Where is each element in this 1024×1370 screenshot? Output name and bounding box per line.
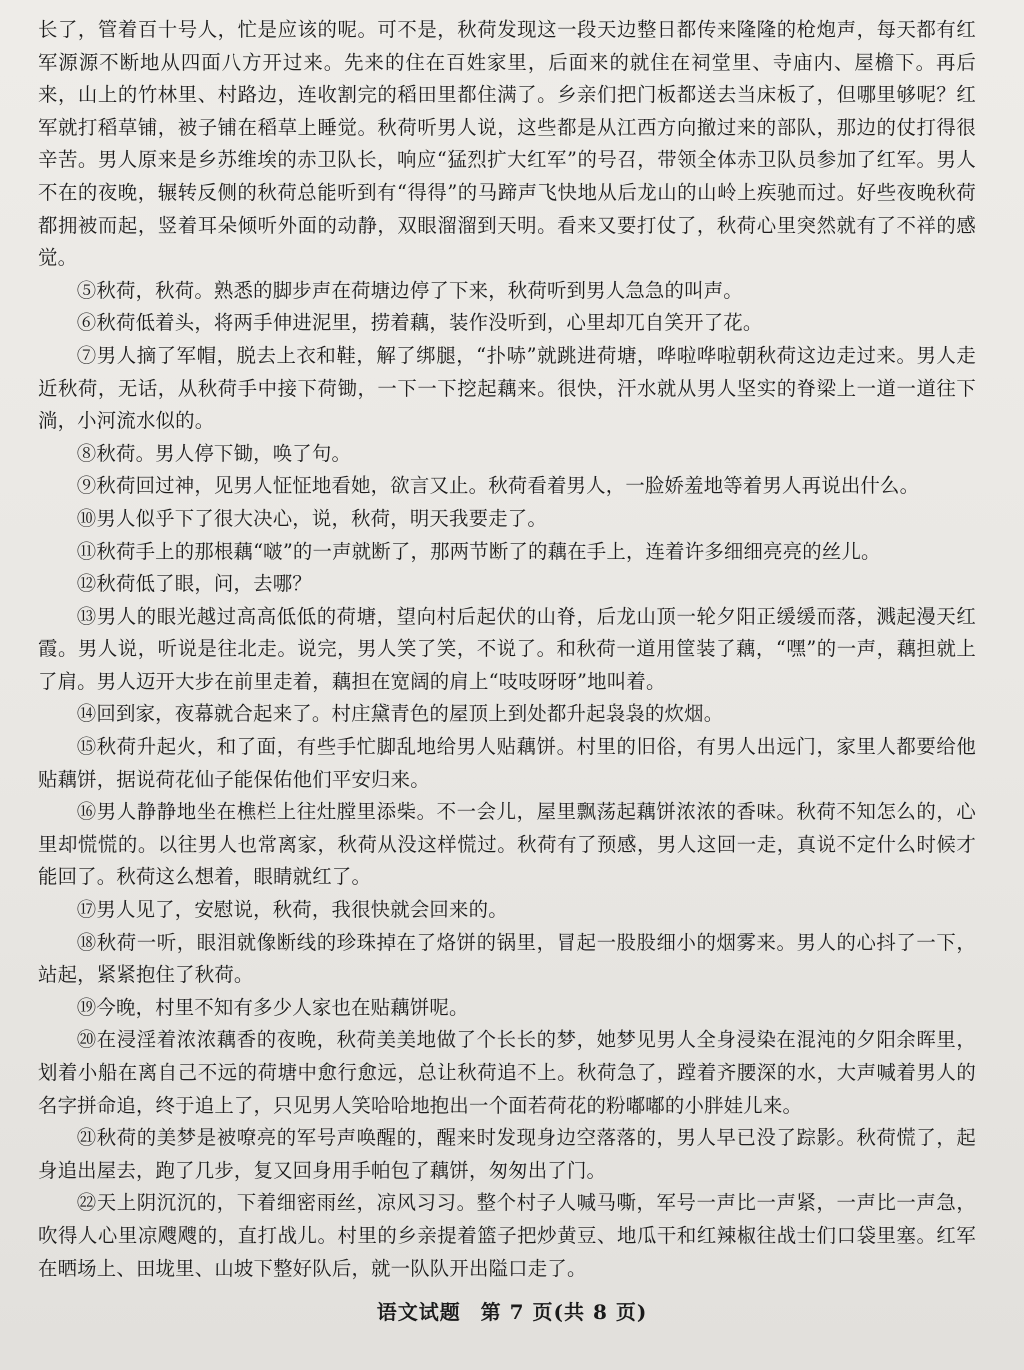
paragraph-16: ⑯男人静静地坐在樵栏上往灶膛里添柴。不一会儿，屋里飘荡起藕饼浓浓的香味。秋荷不知怎么的，心里却慌慌的。以往男人也常离家，秋荷从没这样慌过。秋荷有了预感，男人这回一走，真说不定什么时候才能回了。秋荷这么想着，眼睛就红了。: [38, 800, 976, 889]
paragraph-continued: 长了，管着百十号人，忙是应该的呢。可不是，秋荷发现这一段天边整日都传来隆隆的枪炮声，每天都有红军源源不断地从四面八方开过来。先来的住在百姓家里，后面来的就住在祠堂里、寺庙内、屋檐下。再后来，山上的竹林里、村路边，连收割完的稻田里都住满了。乡亲们把门板都送去当床板了，但哪里够呢？红军就打稻草铺，被子铺在稻草上睡觉。秋荷听男人说，这些都是从江西方向撤过来的部队，那边的仗打得很辛苦。男人原来是乡苏维埃的赤卫队长，响应“猛烈扩大红军”的号召，带领全体赤卫队员参加了红军。男人不在的夜晚，辗转反侧的秋荷总能听到有“得得”的马蹄声飞快地从后龙山的山岭上疾驰而过。好些夜晚秋荷都拥被而起，竖着耳朵倾听外面的动静，双眼溜溜到天明。看来又要打仗了，秋荷心里突然就有了不祥的感觉。: [38, 18, 976, 270]
paragraph-6: ⑥秋荷低着头，将两手伸进泥里，捞着藕，装作没听到，心里却兀自笑开了花。: [76, 311, 763, 335]
paragraph-18: ⑱秋荷一听，眼泪就像断线的珍珠掉在了烙饼的锅里，冒起一股股细小的烟雾来。男人的心抖了一下，站起，紧紧抱住了秋荷。: [38, 930, 976, 987]
paragraph-7: ⑦男人摘了军帽，脱去上衣和鞋，解了绑腿，“扑哧”就跳进荷塘，哗啦哗啦朝秋荷这边走过来。男人走近秋荷，无话，从秋荷手中接下荷锄，一下一下挖起藕来。很快，汗水就从男人坚实的脊梁上一道一道往下淌，小河流水似的。: [38, 343, 976, 433]
paragraph-21: ㉑秋荷的美梦是被嘹亮的军号声唤醒的，醒来时发现身边空落落的，男人早已没了踪影。秋荷慌了，起身追出屋去，跑了几步，复又回身用手帕包了藕饼，匆匆出了门。: [38, 1126, 976, 1182]
paragraph-20: ⑳在浸淫着浓浓藕香的夜晚，秋荷美美地做了个长长的梦，她梦见男人全身浸染在混沌的夕阳余晖里，划着小船在离自己不远的荷塘中愈行愈远，总让秋荷追不上。秋荷急了，蹚着齐腰深的水，大声喊着男人的名字拼命追，终于追上了，只见男人笑哈哈地抱出一个面若荷花的粉嘟嘟的小胖娃儿来。: [38, 1028, 976, 1117]
story-text: [38, 14, 976, 1285]
paragraph-11: ⑪秋荷手上的那根藕“啵”的一声就断了，那两节断了的藕在手上，连着许多细细亮亮的丝儿。: [76, 539, 881, 563]
paragraph-8: ⑧秋荷。男人停下锄，唤了句。: [76, 441, 352, 465]
footer-page-number: 第 7 页(共 8 页): [480, 1300, 648, 1324]
paragraph-12: ⑫秋荷低了眼，问，去哪？: [76, 572, 312, 596]
paragraph-19: ⑲今晚，村里不知有多少人家也在贴藕饼呢。: [76, 995, 469, 1019]
paragraph-14: ⑭回到家，夜幕就合起来了。村庄黛青色的屋顶上到处都升起袅袅的炊烟。: [76, 702, 724, 726]
paragraph-10: ⑩男人似乎下了很大决心，说，秋荷，明天我要走了。: [76, 506, 547, 530]
paragraph-17: ⑰男人见了，安慰说，秋荷，我很快就会回来的。: [76, 898, 508, 922]
paragraph-9: ⑨秋荷回过神，见男人怔怔地看她，欲言又止。秋荷看着男人，一脸娇羞地等着男人再说出什么。: [76, 474, 920, 498]
footer-subject: 语文试题: [376, 1300, 461, 1324]
paragraph-15: ⑮秋荷升起火，和了面，有些手忙脚乱地给男人贴藕饼。村里的旧俗，有男人出远门，家里人都要给他贴藕饼，据说荷花仙子能保佑他们平安归来。: [38, 735, 976, 791]
paragraph-5: ⑤秋荷，秋荷。熟悉的脚步声在荷塘边停了下来，秋荷听到男人急急的叫声。: [76, 278, 743, 302]
page-footer: [0, 1296, 1024, 1325]
paragraph-22: ㉒天上阴沉沉的，下着细密雨丝，凉风习习。整个村子人喊马嘶，军号一声比一声紧，一声比一声急，吹得人心里凉飕飕的，直打战儿。村里的乡亲提着篮子把炒黄豆、地瓜干和红辣椒往战士们口袋里塞。红军在晒场上、田垅里、山坡下整好队后，就一队队开出隘口走了。: [38, 1191, 976, 1280]
paragraph-13: ⑬男人的眼光越过高高低低的荷塘，望向村后起伏的山脊，后龙山顶一轮夕阳正缓缓而落，溅起漫天红霞。男人说，听说是往北走。说完，男人笑了笑，不说了。和秋荷一道用筐装了藕，“嘿”的一声，藕担就上了肩。男人迈开大步在前里走着，藕担在宽阔的肩上“吱吱呀呀”地叫着。: [38, 604, 976, 693]
